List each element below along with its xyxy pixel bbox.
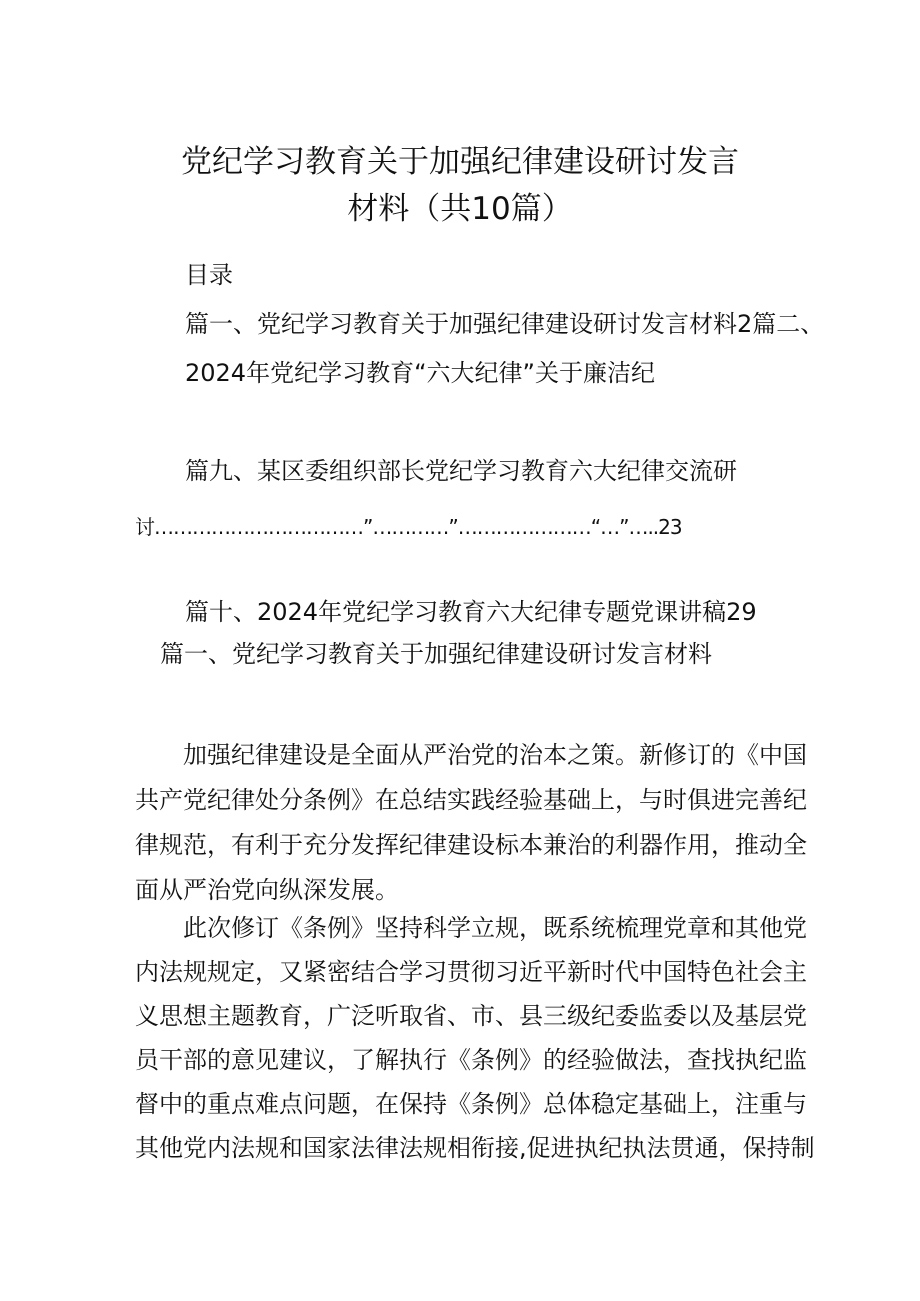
paragraph-line: 督中的重点难点问题，在保持《条例》总体稳定基础上，注重与 [135,1090,807,1118]
section-heading: 篇一、党纪学习教育关于加强纪律建设研讨发言材料 [160,640,712,668]
document-title-line-1: 党纪学习教育关于加强纪律建设研讨发言 [181,144,739,180]
paragraph-line: 共产党纪律处分条例》在总结实践经验基础上，与时俱进完善纪 [135,786,807,814]
paragraph-line: 其他党内法规和国家法律法规相衔接,促进执纪执法贯通，保持制 [135,1134,815,1162]
paragraph-line: 律规范，有利于充分发挥纪律建设标本兼治的利器作用，推动全 [135,831,807,859]
paragraph-line: 义思想主题教育，广泛听取省、市、县三级纪委监委以及基层党 [135,1002,807,1030]
toc-entry[interactable]: 篇十、2024年党纪学习教育六大纪律专题党课讲稿29 [185,598,757,626]
toc-entry[interactable]: 2024年党纪学习教育“六大纪律”关于廉洁纪 [185,359,655,387]
paragraph-line: 员干部的意见建议，了解执行《条例》的经验做法，查找执纪监 [135,1046,807,1074]
toc-heading: 目录 [185,261,233,289]
toc-entry-leader[interactable]: 讨……………………………”…………”…………………“…”…..23 [135,515,682,539]
document-title-line-2: 材料（共10篇） [347,191,573,227]
toc-entry[interactable]: 篇一、党纪学习教育关于加强纪律建设研讨发言材料2篇二、 [185,310,825,338]
paragraph-line: 加强纪律建设是全面从严治党的治本之策。新修订的《中国 [183,741,807,769]
toc-entry[interactable]: 篇九、某区委组织部长党纪学习教育六大纪律交流研 [185,457,737,485]
paragraph-line: 面从严治党向纵深发展。 [135,876,399,904]
paragraph-line: 此次修订《条例》坚持科学立规，既系统梳理党章和其他党 [183,914,807,942]
paragraph-line: 内法规规定，又紧密结合学习贯彻习近平新时代中国特色社会主 [135,958,807,986]
